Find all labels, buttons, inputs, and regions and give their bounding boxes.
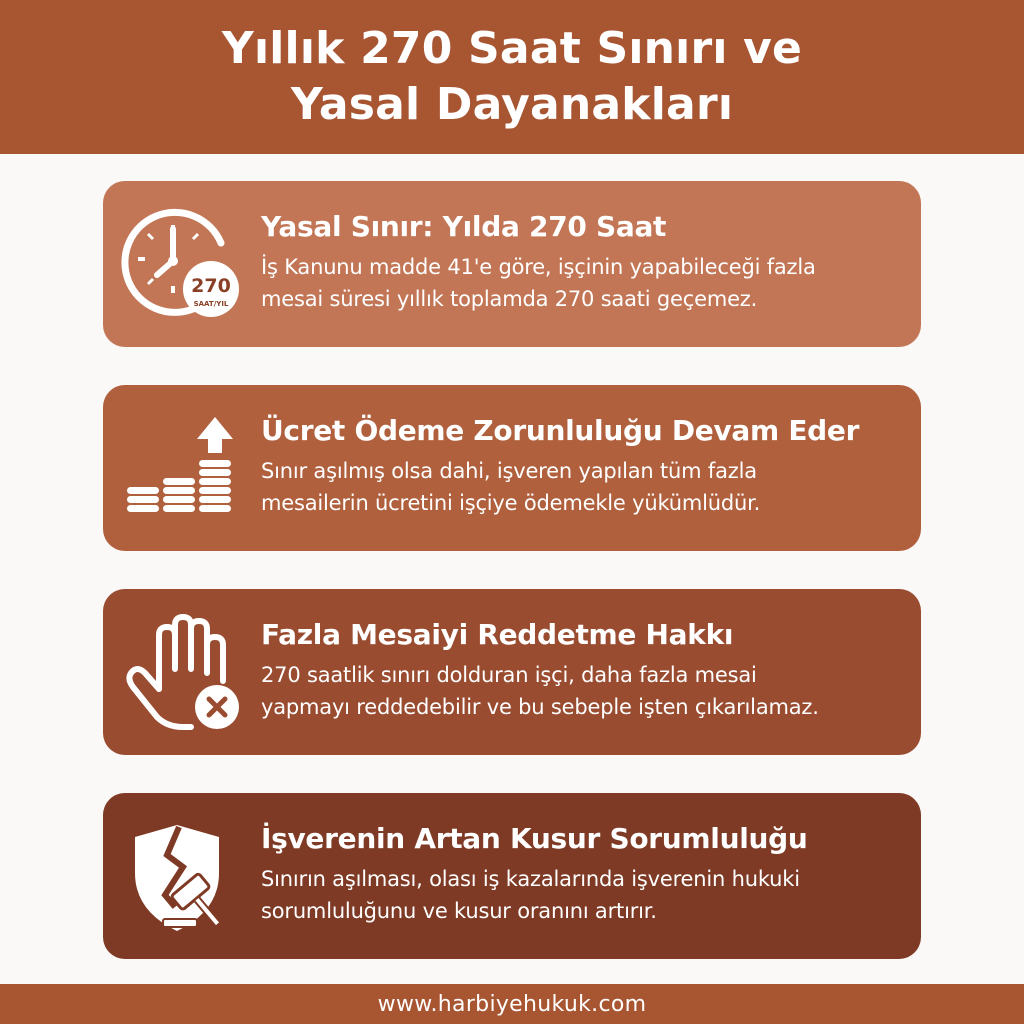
card-title: İşverenin Artan Kusur Sorumluluğu [261,822,808,855]
card-description [261,251,901,315]
card-title: Fazla Mesaiyi Reddetme Hakkı [261,618,734,651]
website-link[interactable]: www.harbiyehukuk.com [377,991,647,1017]
card-line-1: Sınırın aşılması, olası iş kazalarında işverenin hukuki [261,867,800,891]
clock-badge-unit: SAAT/YIL [193,300,229,308]
card-legal-limit [103,181,921,347]
title-line-1: Yıllık 270 Saat Sınırı ve [221,23,803,74]
card-line-2: yapmayı reddedebilir ve bu sebeple işten çıkarılamaz. [261,695,819,719]
clock-270-icon [121,203,243,325]
coins-arrow-up-icon [121,407,243,529]
card-line-2: mesai süresi yıllık toplamda 270 saati geçemez. [261,287,758,311]
hand-stop-x-icon [121,611,243,733]
title-line-2: Yasal Dayanakları [290,79,734,130]
card-line-2: mesailerin ücretini işçiye ödemekle yükümlüdür. [261,491,761,515]
card-employer-liability [103,793,921,959]
broken-shield-gavel-icon [121,815,243,937]
card-line-2: sorumluluğunu ve kusur oranını artırır. [261,899,657,923]
card-title: Yasal Sınır: Yılda 270 Saat [261,210,667,243]
card-payment-obligation [103,385,921,551]
card-line-1: 270 saatlik sınırı dolduran işçi, daha fazla mesai [261,663,757,687]
clock-badge-number: 270 [191,275,231,297]
footer-bar [0,984,1024,1024]
card-refusal-right [103,589,921,755]
page-title [222,21,802,133]
card-line-1: İş Kanunu madde 41'e göre, işçinin yapabileceği fazla [261,255,816,279]
card-line-1: Sınır aşılmış olsa dahi, işveren yapılan tüm fazla [261,459,757,483]
card-description [261,455,901,519]
header-banner [0,0,1024,154]
card-title: Ücret Ödeme Zorunluluğu Devam Eder [261,414,860,447]
card-description [261,659,901,723]
card-description [261,863,901,927]
